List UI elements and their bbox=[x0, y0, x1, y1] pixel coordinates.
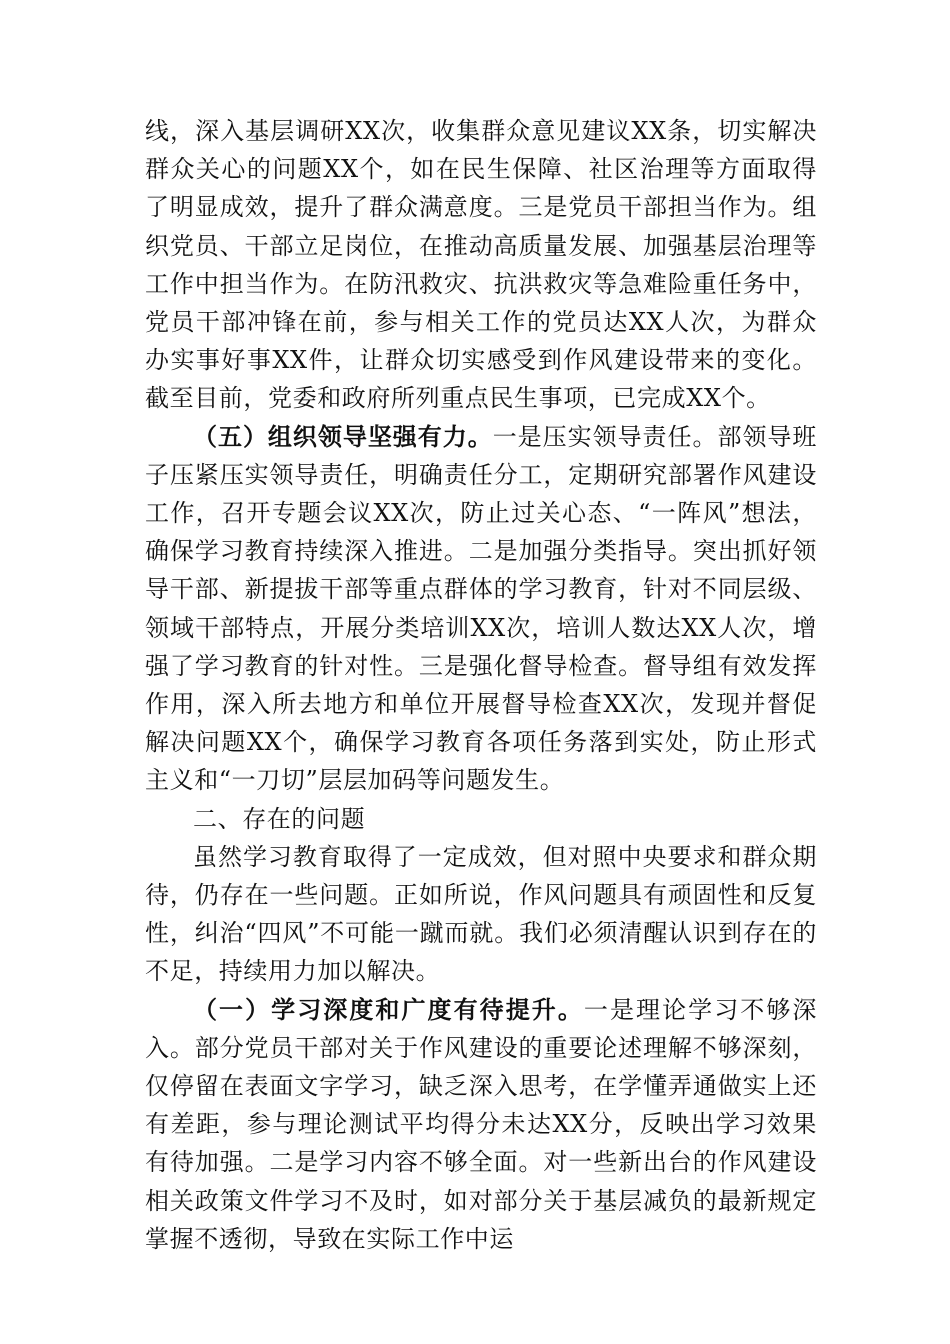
section-five-lead: （五）组织领导坚强有力。 bbox=[193, 421, 493, 451]
section-heading-problems: 二、存在的问题 bbox=[193, 804, 366, 833]
paragraph-problem-one bbox=[145, 991, 817, 1258]
paragraph-problems-intro: 虽然学习教育取得了一定成效，但对照中央要求和群众期待，仍存在一些问题。正如所说，作风问题具有顽固性和反复性，纠治“四风”不可能一蹴而就。我们必须清醒认识到存在的不足，持续用力加以解决。 bbox=[145, 842, 817, 986]
paragraph-continuation: 线，深入基层调研XX次，收集群众意见建议XX条，切实解决群众关心的问题XX个，如在民生保障、社区治理等方面取得了明显成效，提升了群众满意度。三是党员干部担当作为。组织党员、干部立足岗位，在推动高质量发展、加强基层治理等工作中担当作为。在防汛救灾、抗洪救灾等急难险重任务中，党员干部冲锋在前，参与相关工作的党员达XX人次，为群众办实事好事XX件，让群众切实感受到作风建设带来的变化。截至目前，党委和政府所列重点民生事项，已完成XX个。 bbox=[145, 117, 817, 413]
paragraph-section-five bbox=[145, 418, 817, 800]
section-five-body: 一是压实领导责任。部领导班子压紧压实领导责任，明确责任分工，定期研究部署作风建设工作，召开专题会议XX次，防止过关心态、“一阵风”想法，确保学习教育持续深入推进。二是加强分类指导。突出抓好领导干部、新提拔干部等重点群体的学习教育，针对不同层级、领域干部特点，开展分类培训XX次，培训人数达XX人次，增强了学习教育的针对性。三是强化督导检查。督导组有效发挥作用，深入所去地方和单位开展督导检查XX次，发现并督促解决问题XX个，确保学习教育各项任务落到实处，防止形式主义和“一刀切”层层加码等问题发生。 bbox=[145, 422, 817, 795]
problem-one-body: 一是理论学习不够深入。部分党员干部对关于作风建设的重要论述理解不够深刻，仅停留在表面文字学习，缺乏深入思考，在学懂弄通做实上还有差距，参与理论测试平均得分未达XX分，反映出学习效果有待加强。二是学习内容不够全面。对一些新出台的作风建设相关政策文件学习不及时，如对部分关于基层减负的最新规定掌握不透彻，导致在实际工作中运 bbox=[145, 995, 818, 1253]
document-body bbox=[145, 112, 817, 1258]
problem-one-lead: （一）学习深度和广度有待提升。 bbox=[193, 994, 584, 1024]
